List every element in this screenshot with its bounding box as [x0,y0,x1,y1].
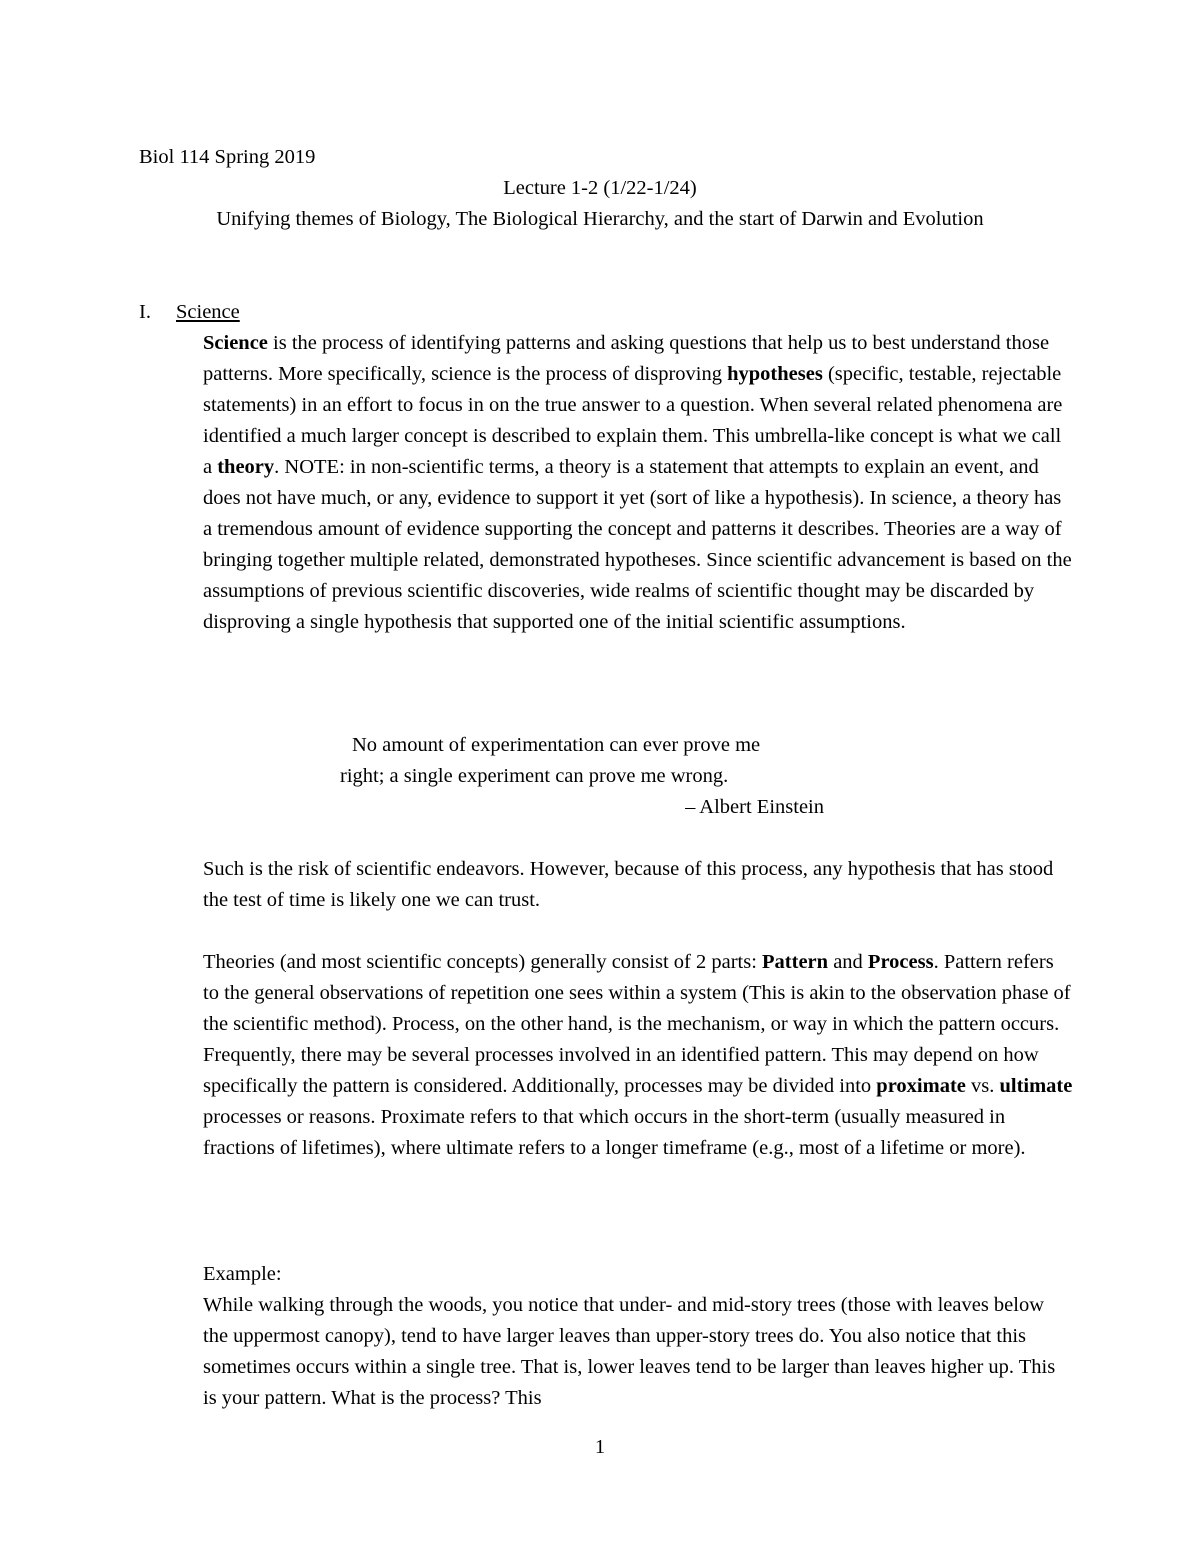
pattern-process-paragraph: Theories (and most scientific concepts) generally consist of 2 parts: Pattern and Process. Pattern refers to the general observations of repetition one sees within a system (This is akin to the observation phase of the scientific method). Process, on the other hand, is the mechanism, or way in which the pattern occurs. Frequently, there may be several processes involved in an identified pattern. This may depend on how specifically the pattern is considered. Additionally, processes may be divided into proximate vs. ultimate processes or reasons. Proximate refers to that which occurs in the short-term (usually measured in fractions of lifetimes), where ultimate refers to a longer timeframe (e.g., most of a lifetime or more). [203,951,1073,1159]
example-label: Example: [203,1263,282,1285]
term-theory: theory [217,456,275,478]
quote-line-2: right; a single experiment can prove me wrong. [340,765,729,787]
term-proximate: proximate [876,1075,966,1097]
section-title: Science [176,301,240,323]
lecture-title: Lecture 1-2 (1/22-1/24) [503,177,697,199]
science-paragraph: Science is the process of identifying patterns and asking questions that help us to best understand those patterns. More specifically, science is the process of disproving hypotheses (specific, testable, rejectable statements) in an effort to focus in on the true answer to a question. When several related phenomena are identified a much larger concept is described to explain them. This umbrella-like concept is what we call a theory. NOTE: in non-scientific terms, a theory is a statement that attempts to explain an event, and does not have much, or any, evidence to support it yet (sort of like a hypothesis). In science, a theory has a tremendous amount of evidence supporting the concept and patterns it describes. Theories are a way of bringing together multiple related, demonstrated hypotheses. Since scientific advancement is based on the assumptions of previous scientific discoveries, wide realms of scientific thought may be discarded by disproving a single hypothesis that supported one of the initial scientific assumptions. [203,332,1072,633]
quote-line-1: No amount of experimentation can ever prove me [352,734,761,756]
term-process: Process [867,951,934,973]
quote-attribution: – Albert Einstein [685,796,824,818]
term-hypotheses: hypotheses [727,363,823,385]
example-paragraph: While walking through the woods, you notice that under- and mid-story trees (those with leaves below the uppermost canopy), tend to have larger leaves than upper-story trees do. You also notice that this sometimes occurs within a single tree. That is, lower leaves tend to be larger than leaves higher up. This is your pattern. What is the process? This [203,1294,1056,1409]
course-header: Biol 114 Spring 2019 [139,146,316,168]
term-ultimate: ultimate [999,1075,1073,1097]
page-number: 1 [594,1436,606,1458]
term-pattern: Pattern [762,951,829,973]
section-number: I. [139,301,151,323]
einstein-quote [340,730,840,823]
term-science: Science [203,332,268,354]
lecture-subtitle: Unifying themes of Biology, The Biological Hierarchy, and the start of Darwin and Evolution [216,208,984,230]
section-heading [139,297,240,328]
risk-paragraph: Such is the risk of scientific endeavors. However, because of this process, any hypothesis that has stood the test of time is likely one we can trust. [203,858,1054,911]
